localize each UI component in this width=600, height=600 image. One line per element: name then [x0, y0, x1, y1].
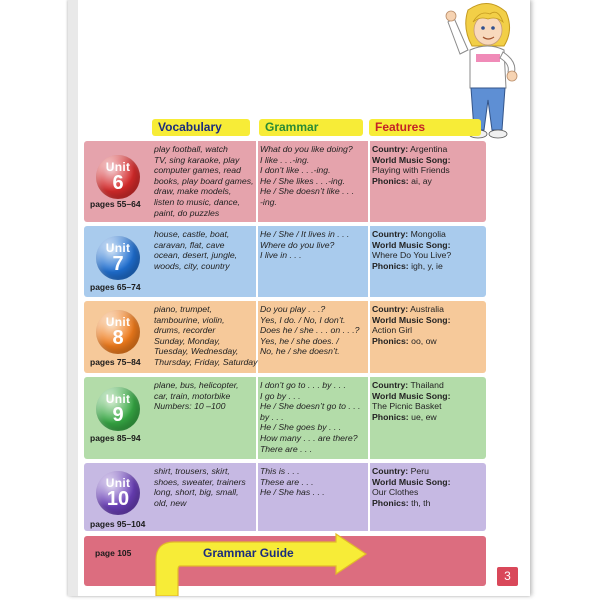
vocabulary-line: woods, city, country	[154, 260, 230, 271]
features-header: Features	[369, 119, 481, 136]
vocabulary-line: old, new	[154, 497, 187, 508]
vocabulary-line: house, castle, boat,	[154, 229, 230, 239]
grammar-line: Yes, he / she does. /	[260, 335, 339, 346]
grammar-line: He / She doesn’t like . . .	[260, 186, 355, 197]
unit-word: Unit	[105, 476, 131, 490]
unit-number: 8	[112, 327, 124, 349]
grammar-line: How many . . . are there?	[260, 432, 358, 443]
phonics-label: Phonics:	[372, 175, 409, 186]
unit-row-9	[84, 377, 486, 459]
unit-word: Unit	[105, 241, 131, 255]
grammar-line: I don’t go to . . . by . . .	[260, 380, 346, 390]
world-music-song-title: The Picnic Basket	[372, 401, 442, 412]
grammar-line: I don’t like . . .-ing.	[260, 165, 331, 176]
world-music-song-label: World Music Song:	[372, 390, 451, 401]
phonics-value: ai, ay	[411, 175, 432, 186]
vocabulary-line: play football, watch	[154, 144, 228, 154]
vocabulary-line: computer games, read	[154, 165, 241, 176]
unit-number: 6	[112, 172, 124, 194]
unit-pages: pages 75–84	[90, 357, 141, 367]
vocabulary-line: drums, recorder	[154, 325, 216, 336]
grammar-cell	[260, 304, 370, 357]
unit-pages: pages 65–74	[90, 282, 141, 292]
grammar-line: What do you like doing?	[260, 144, 353, 154]
vocabulary-cell	[154, 144, 258, 218]
vocabulary-line: shoes, sweater, trainers	[154, 476, 246, 487]
vocabulary-line: Thursday, Friday, Saturday	[154, 356, 258, 367]
grammar-guide-pages: page 105	[95, 548, 132, 558]
grammar-cell	[260, 466, 370, 498]
vocabulary-line: TV, sing karaoke, play	[154, 154, 240, 165]
unit-badge[interactable]	[96, 155, 140, 199]
vocabulary-header: Vocabulary	[152, 119, 250, 136]
vocabulary-line: piano, trumpet,	[154, 304, 212, 314]
unit-row-7	[84, 226, 486, 297]
grammar-guide-arrow	[150, 532, 372, 596]
world-music-song-label: World Music Song:	[372, 476, 451, 487]
page-number: 3	[497, 567, 518, 586]
phonics-value: ue, ew	[411, 411, 437, 422]
vocabulary-line: ocean, desert, jungle,	[154, 250, 238, 261]
features-cell	[372, 380, 484, 422]
unit-badge[interactable]	[96, 387, 140, 431]
country-value: Australia	[410, 304, 444, 314]
vocabulary-line: Sunday, Monday,	[154, 335, 221, 346]
country-label: Country:	[372, 466, 409, 476]
grammar-line: He / She has . . .	[260, 487, 325, 498]
unit-pages: pages 95–104	[90, 519, 146, 529]
country-label: Country:	[372, 229, 409, 239]
unit-row-8	[84, 301, 486, 373]
grammar-line: Does he / she . . . on . . .?	[260, 325, 360, 336]
vocabulary-line: Numbers: 10 –100	[154, 401, 226, 412]
grammar-line: -ing.	[260, 196, 277, 207]
vocabulary-cell	[154, 304, 258, 368]
unit-badge[interactable]	[96, 471, 140, 515]
phonics-label: Phonics:	[372, 497, 409, 508]
vocabulary-line: paint, do puzzles	[154, 207, 220, 218]
world-music-song-title: Action Girl	[372, 325, 413, 336]
phonics-value: th, th	[411, 497, 431, 508]
vocabulary-line: caravan, flat, cave	[154, 239, 225, 250]
grammar-line: Where do you live?	[260, 239, 335, 250]
unit-row-6	[84, 141, 486, 222]
country-label: Country:	[372, 144, 409, 154]
vocabulary-cell	[154, 380, 258, 412]
grammar-cell	[260, 229, 370, 261]
grammar-line: Yes, I do. / No, I don’t.	[260, 314, 346, 325]
unit-number: 9	[112, 404, 124, 426]
features-cell	[372, 229, 484, 271]
grammar-cell	[260, 144, 370, 208]
vocabulary-cell	[154, 229, 258, 271]
unit-pages: pages 85–94	[90, 433, 141, 443]
country-value: Peru	[410, 466, 429, 476]
features-cell	[372, 466, 484, 508]
phonics-value: igh, y, ie	[411, 260, 443, 271]
world-music-song-title: Our Clothes	[372, 487, 419, 498]
vocabulary-line: draw, make models,	[154, 186, 232, 197]
vocabulary-line: listen to music, dance,	[154, 196, 240, 207]
world-music-song-label: World Music Song:	[372, 239, 451, 250]
country-label: Country:	[372, 304, 409, 314]
grammar-line: I like . . .-ing.	[260, 154, 310, 165]
unit-row-10	[84, 463, 486, 531]
grammar-line: There are . . .	[260, 443, 313, 454]
grammar-line: by . . .	[260, 411, 284, 422]
unit-badge[interactable]	[96, 236, 140, 280]
grammar-cell	[260, 380, 370, 454]
unit-number: 7	[112, 253, 124, 275]
vocabulary-line: books, play board games,	[154, 175, 254, 186]
grammar-line: I go by . . .	[260, 390, 301, 401]
unit-word: Unit	[105, 315, 131, 329]
vocabulary-line: Tuesday, Wednesday,	[154, 346, 239, 357]
page-margin-strip	[68, 0, 78, 596]
vocabulary-line: shirt, trousers, skirt,	[154, 466, 230, 476]
features-cell	[372, 144, 484, 186]
grammar-line: He / She likes . . .-ing.	[260, 175, 345, 186]
grammar-guide-label[interactable]: Grammar Guide	[203, 546, 294, 560]
country-value: Argentina	[410, 144, 448, 154]
country-value: Thailand	[410, 380, 444, 390]
grammar-line: I live in . . .	[260, 250, 302, 261]
unit-number: 10	[106, 488, 130, 510]
phonics-label: Phonics:	[372, 411, 409, 422]
phonics-label: Phonics:	[372, 335, 409, 346]
phonics-value: oo, ow	[411, 335, 437, 346]
vocabulary-line: car, train, motorbike	[154, 390, 231, 401]
world-music-song-label: World Music Song:	[372, 154, 451, 165]
vocabulary-line: long, short, big, small,	[154, 487, 239, 498]
world-music-song-title: Playing with Friends	[372, 165, 450, 176]
grammar-line: He / She doesn’t go to . . .	[260, 401, 361, 412]
country-value: Mongolia	[410, 229, 446, 239]
grammar-line: These are . . .	[260, 476, 314, 487]
grammar-line: He / She goes by . . .	[260, 422, 342, 433]
grammar-line: No, he / she doesn’t.	[260, 346, 340, 357]
grammar-header: Grammar	[259, 119, 363, 136]
unit-badge[interactable]	[96, 310, 140, 354]
vocabulary-line: plane, bus, helicopter,	[154, 380, 239, 390]
world-music-song-label: World Music Song:	[372, 314, 451, 325]
unit-word: Unit	[105, 392, 131, 406]
vocabulary-line: tambourine, violin,	[154, 314, 225, 325]
world-music-song-title: Where Do You Live?	[372, 250, 452, 261]
vocabulary-cell	[154, 466, 258, 508]
grammar-line: Do you play . . .?	[260, 304, 326, 314]
grammar-line: He / She / It lives in . . .	[260, 229, 350, 239]
unit-word: Unit	[105, 160, 131, 174]
unit-pages: pages 55–64	[90, 199, 141, 209]
country-label: Country:	[372, 380, 409, 390]
phonics-label: Phonics:	[372, 260, 409, 271]
grammar-line: This is . . .	[260, 466, 300, 476]
features-cell	[372, 304, 484, 346]
